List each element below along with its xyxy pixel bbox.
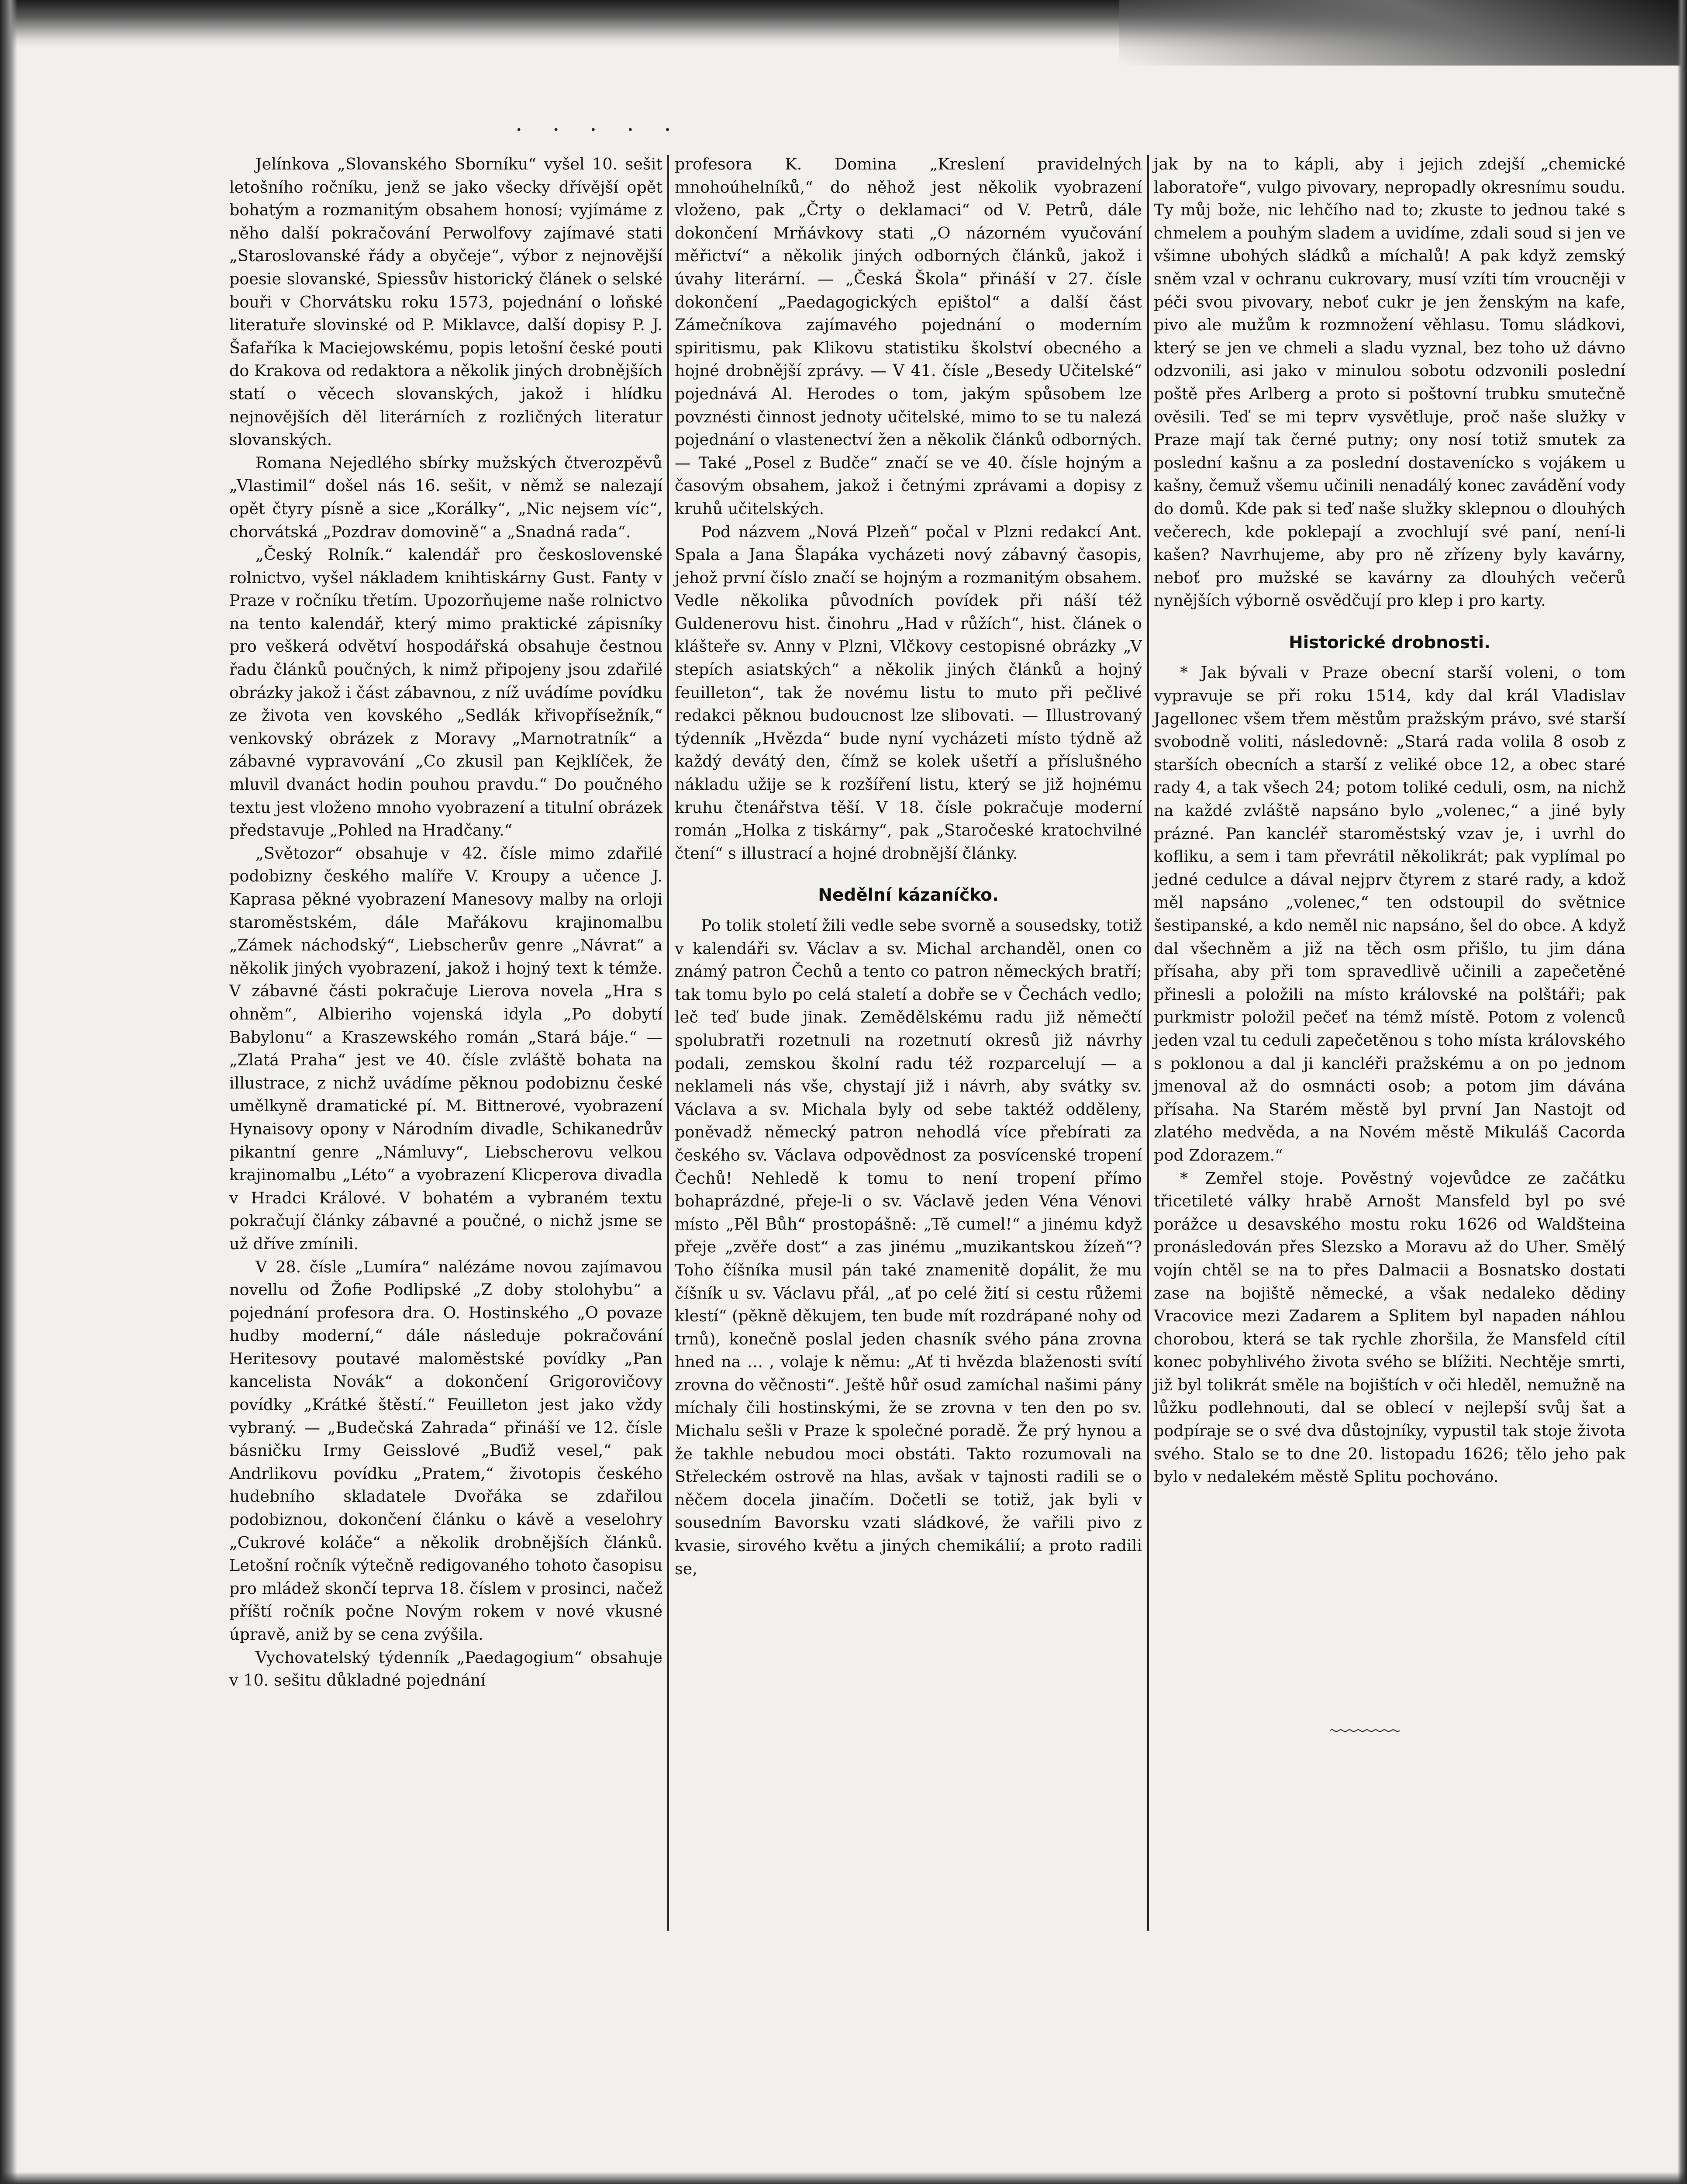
paragraph-obecni-starsi: * Jak bývali v Praze obecní starší voleni, o tom vypravuje se při roku 1514, kdy dal král Vladislav Jagellonec všem třem městům pražským právo, své starší svobodně voliti, následovně: „Stará rada volila 8 osob z starších obecních a starší z veliké obce 12, a obec staré rady 4, a tak všech 24; potom toliké ceduli, osm, na nichž na každé zvláště napsáno bylo „volenec,“ a jiné byly prázné. Pan kancléř staroměstský vzav je, i uvrhl do kofliku, a sem i tam převrátil několikrát; pak vyplímal po jedné cedulce a dával nejprv čtyrem z staré rady, a kdož měl napsáno „volenec,“ ten odstoupil do světnice šestipanské, a kdo neměl nic napsáno, šel do obce. A když dal všechněm a již na těch osm přišlo, tu jim dána přísaha, aby při tom spravedlivě učinili a zapečetěné přinesli a položili na místo královské na polštáři; pak purkmistr položil pečeť na témž místě. Potom z volenců jeden vzal tu ceduli zapečetěnou s toho místa královského s poklonou a dal ji kancléři pražskému a on po jednom jmenoval až do osmnácti osob; a potom jim dávána přísaha. Na Starém městě byl první Jan Nastojt od zlatého medvěda, a na Novém městě Mikuláš Cacorda pod Zdorazem.“ — [1154, 663, 1625, 1165]
paragraph-zemrel-stoje: * Zemřel stoje. Pověstný vojevůdce ze začátku třicetileté války hrabě Arnošt Mansfeld byl po své porážce u desavského mostu roku 1626 od Waldšteina pronásledován přes Slezsko a Moravu až do Uher. Smělý vojín chtěl se na to přes Dalmacii a Bosnatsko dostati zase na bojiště německé, a však nedaleko dědiny Vracovice mezi Zadarem a Splitem byl napaden náhlou chorobou, která se tak rychle zhoršila, že Mansfeld cítil konec pobyhlivého života svého se blížiti. Nechtěje smrti, již byl tolikrát směle na bojištích v oči hleděl, nemužně na lůžku podlehnouti, dal se oblecí v nejlepší svůj šat a podpíraje se o své dva důstojníky, vypustil tak stoje života svého. Stalo se to dne 20. listopadu 1626; tělo jeho pak bylo v nedalekém městě Splitu pochováno. — [1154, 1168, 1625, 1486]
middle-column — [675, 153, 1142, 1580]
paragraph-domin: profesora K. Domina „Kreslení pravidelných mnohoúhelníků,“ do něhož jest několik vyobrazení vloženo, pak „Črty o deklamaci“ od V. Petrů, dále dokončení Mrňávkovy stati „O názorném vyučování měřictví“ a několik jiných odborných článků, jakož i úvahy literární. — „Česká Škola“ přináší v 27. čísle dokončení „Paedagogických epištol“ a další část Zámečníkova zajímavého pojednání o moderním spiritismu, pak Klikovu statistiku školství obecného a hojné drobnější zprávy. — V 41. čísle „Besedy Učitelské“ pojednává Al. Herodes o tom, jakým spůsobem lze povznésti činnost jednoty učitelské, mimo to se tu nalezá pojednání o vlastenectví žen a několik článků odborných. — Také „Posel z Budče“ značí se ve 40. čísle hojným a časovým obsahem, jakož i četnými zprávami a dopisy z kruhů učitelských. — [675, 155, 1142, 518]
paragraph-cesky-rolnik: „Český Rolník.“ kalendář pro československé rolnictvo, vyšel nákladem knihtiskárny Gust. Fanty v Praze v ročníku třetím. Upozorňujeme naše rolnictvo na tento kalendář, který mimo praktické zápisníky pro veškerá odvětví hospodářská obsahuje čestnou řadu článků poučných, k nimž připojeny jsou zdařilé obrázky jakož i část zábavnou, z níž uvádíme povídku ze života ven kovského „Sedlák křivopřísežník,“ venkovský obrázek z Moravy „Marnotratník“ a zábavné vypravování „Co zkusil pan Kejklíček, že mluvil dvanáct hodin pouhou pravdu.“ Do poučného textu jest vloženo mnoho vyobrazení a titulní obrázek představuje „Pohled na Hradčany.“ — [229, 545, 662, 840]
paragraph-paedagogium: Vychovatelský týdenník „Paedagogium“ obsahuje v 10. sešitu důkladné pojednání — [229, 1648, 662, 1690]
heading-nedelni-kazanicko: Nedělní kázaníčko. — [818, 885, 999, 905]
paragraph-lumir: V 28. čísle „Lumíra“ nalézáme novou zajímavou novellu od Žofie Podlipské „Z doby stolohybu“ a pojednání profesora dra. O. Hostinského „O povaze hudby moderní,“ dále následuje pokračování Heritesovy poutavé maloměstské povídky „Pan kancelista Novák“ a dokončení Grigorovičovy povídky „Krátké štěstí.“ Feuilleton jest jako vždy vybraný. — „Budečská Zahrada“ přináší ve 12. čísle básničku Irmy Geisslové „Buďiž vesel,“ pak Andrlikovu povídku „Pratem,“ životopis českého hudebního skladatele Dvořáka se zdařilou podobiznou, dokončení článku o kávě a veselohry „Cukrové koláče“ a několik drobnějších článků. Letošní ročník výtečně redigovaného tohoto časopisu pro mládež skončí teprva 18. číslem v prosinci, načež příští ročník počne Novým rokem v nové vkusné úpravě, aniž by se cena zvýšila. — [229, 1257, 662, 1644]
paragraph-svetozor: „Světozor“ obsahuje v 42. čísle mimo zdařilé podobizny českého malíře V. Kroupy a učence J. Kaprasa pěkné vyobrazení Manesovy malby na orloji staroměstském, dále Mařákovu krajinomalbu „Zámek náchodský“, Liebscherův genre „Návrat“ a několik jiných vyobrazení, jakož i hojný text k témže. V zábavné části pokračuje Lierova novela „Hra s ohněm“, Albieriho vojenská idyla „Po dobytí Babylonu“ a Kraszewského román „Stará báje.“ — „Zlatá Praha“ jest ve 40. čísle zvláště bohata na illustrace, z nichž uvádíme pěknou podobiznu české umělkyně dramatické pí. M. Bittnerové, vyobrazení Hynaisovy opony v Národním divadle, Schikanedrův pikantní genre „Námluvy“, Liebscherovu velkou krajinomalbu „Léto“ a vyobrazení Klicperova divadla v Hradci Králové. V bohatém a vybraném textu pokračují články zábavné a poučné, o nichž jsme se už dříve zmínili. — [229, 843, 662, 1253]
paragraph-vlastimil: Romana Nejedlého sbírky mužských čtverozpěvů „Vlastimil“ došel nás 16. sešit, v němž se nalezají opět čtyry písně a sice „Korálky“, „Nic nejsem víc“, chorvátská „Pozdrav domovině“ a „Snadná rada“. — [229, 453, 662, 541]
paragraph-nova-plzen: Pod názvem „Nová Plzeň“ počal v Plzni redakcí Ant. Spala a Jana Šlapáka vycházeti nový zábavný časopis, jehož první číslo značí se hojným a rozmanitým obsahem. Vedle několika původních povídek při náší též Guldenerovu hist. činohru „Had v růžích“, hist. článek o klášteře sv. Anny v Plzni, Vlčkovy cestopisné obrázky „V stepích asiatských“ a několik jiných článků a hojný feuilleton“, tak že novému listu to muto při pečlivé redakci pěknou budoucnost lze slibovati. — Illustrovaný týdenník „Hvězda“ bude nyní vycházeti místo týdně až každý devátý den, čímž se kolek ušetří a příslušného nákladu užije se k rozšíření listu, který se již hojnému kruhu čtenářstva těší. V 18. čísle pokračuje moderní román „Holka z tiskárny“, pak „Staročeské kratochvilné čtení“ s illustrací a hojné drobnější články. — [675, 522, 1142, 863]
right-column — [1154, 153, 1625, 1489]
top-ink-dots: · · · · · — [515, 117, 683, 143]
scan-right-edge — [1677, 0, 1687, 2184]
left-column — [229, 153, 662, 1692]
scan-bottom-edge — [0, 2172, 1687, 2184]
paragraph-sermon: Po tolik století žili vedle sebe svorně a sousedsky, totiž v kalendáři sv. Václav a sv. Michal archanděl, onen co známý patron Čechů a tento co patron německých bratří; tak tomu bylo po celá staletí a dobře se v Čechách vedlo; leč teď bude jinak. Zemědělskému radu již němečtí spolubratři rozetnuli na rozetnutí okresů již návrhy podali, zemskou školní radu též rozparcelují — a neklameli nás vše, chystají již i návrh, aby svátky sv. Václava a sv. Michala byly od sebe taktéž odděleny, poněvadž německý patron nehodlá více přebírati za českého sv. Václava odpovědnost za posvícenské tropení Čechů! Nehledě k tomu to není tropení přímo bohaprázdné, přeje-li o sv. Václavě jeden Véna Vénovi místo „Pěl Bůh“ prostopášně: „Tě cumel!“ a jinému když přeje „zvěře dost“ a zas jinému „muzikantskou žízeň“? Toho číšníka musil pán také znamenitě dopálit, že mu číšník u sv. Václavu přál, „ať po celé žití si cestu růžemi klestí“ (pěkně děkujem, ten bude mít rozdrápané nohy od trnů), konečně poslal jeden chasník svého pána zrovna hned na … , volaje k němu: „Ať ti hvězda blaženosti svítí zrovna do věčnosti“. Ještě hůř osud zamíchal našimi pány míchaly čili hostinskými, že se zrovna v ten den po sv. Michalu sešli v Praze k společné poradě. Že prý hynou a že takhle nebudou moci obstáti. Takto rozumovali na Střeleckém ostrově na hlas, avšak v tajnosti radili se o něčem docela jinačím. Dočetli se totiž, jak byli v sousedním Bavorsku vzati sládkové, že vařili pivo z kvasie, sirového květu a jiných chemikálií; a proto radili se, — [675, 916, 1142, 1578]
scan-top-right-shadow — [1119, 0, 1687, 66]
paragraph-sermon-continued: jak by na to kápli, aby i jejich zdejší „chemické laboratoře“, vulgo pivovary, nepropadly okresnímu soudu. Ty můj bože, nic lehčího nad to; zkuste to jednou také s chmelem a pouhým sladem a uvidíme, zdali soud si jen ve všimne ubohých sládků a míchalů! A pak když zemský sněm vzal v ochranu cukrovary, musí vzíti tím vroucněji v péči svou pivovary, neboť cukr je jen ženským na kafe, pivo ale mužům k rozmnožení věhlasu. Tomu sládkovi, který se jen ve chmeli a sladu vyznal, bez toho už dávno odzvonili, asi jako v minulou sobotu odzvonili poslední poště přes Arlberg a proto si poštovní trubku smutečně ověsili. Teď se mi teprv vysvětluje, proč naše služky v Praze mají tak černé putny; ony nosí totiž smutek za poslední kašnu a za poslední dostavenícko s vojákem u kašny, čemuž všemu učinili nenadálý konec zavádění vody do domů. Kde pak si teď naše služky sklepnou o dlouhých večerech, kde poklepají a zvochlují své paní, není-li kašen? Navrhujeme, aby pro ně zřízeny byly kavárny, neboť pro mužské se kavárny za dlouhých večerů nynějších výborně osvědčují pro klep i pro karty. — [1154, 155, 1625, 610]
heading-historicke-drobnosti: Historické drobnosti. — [1289, 632, 1490, 653]
column-rule-right — [1147, 155, 1149, 1931]
scan-left-edge — [0, 0, 17, 2184]
paragraph-slovansky-sbornik: Jelínkova „Slovanského Sborníku“ vyšel 10. sešit letošního ročníku, jenž se jako všecky dřívější opět bohatým a rozmanitým obsahem honosí; vyjímáme z něho další pokračování Perwolfovy zajímavé stati „Staroslovanské řády a obyčeje“, výbor z nejnovější poesie slovanské, Spiessův historický článek o selské bouři v Chorvátsku roku 1573, pojednání o loňské literatuře slovinské od P. Miklavce, další dopisy P. J. Šafaříka k Maciejowskému, popis letošní české pouti do Krakova od redaktora a několik jiných drobnějších statí o věcech slovanských, jakož i hlídku nejnovějších děl literárních z rozličných literatur slovanských. — [229, 155, 662, 449]
end-ornament-wavy-line — [1330, 1729, 1400, 1732]
column-rule-left — [667, 155, 669, 1931]
